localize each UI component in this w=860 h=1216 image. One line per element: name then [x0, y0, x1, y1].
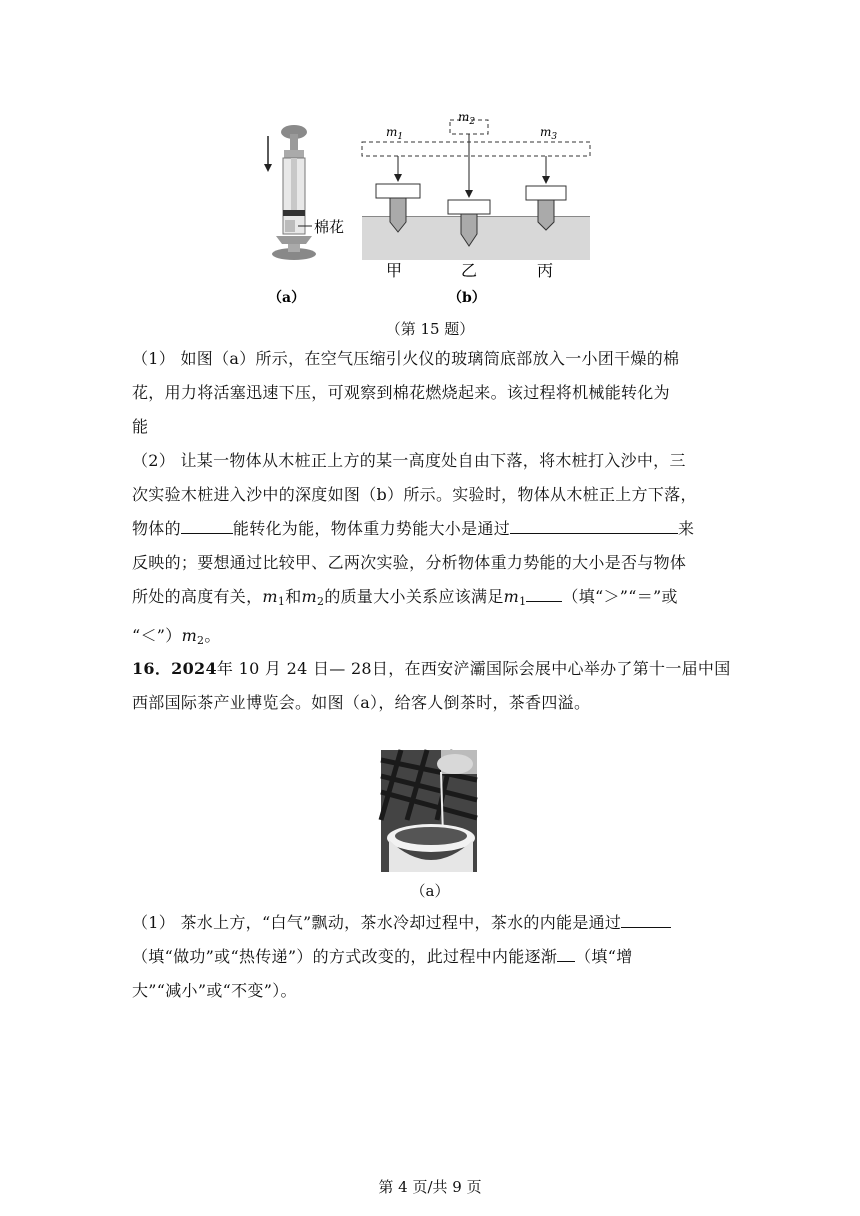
- m2-label: $m_2$: [458, 110, 476, 127]
- answer-blank[interactable]: [526, 583, 562, 602]
- answer-blank[interactable]: [621, 909, 671, 928]
- label-yi: 乙: [461, 261, 478, 280]
- question-16-part1: （1） 茶水上方，“白气”飘动，茶水冷却过程中，茶水的内能是通过 （填“做功”或“热传递”）的方式改变的，此过程中内能逐渐 （填“增 大”“减小”或“不变”）。: [132, 906, 742, 1008]
- label-b: （b）: [448, 290, 486, 306]
- q15-part2-line5: 所处的高度有关，$m_1$和$m_2$的质量大小关系应该满足$m_1$ （填“＞”“＝”或: [132, 580, 732, 619]
- m1-label: $m_1$: [386, 125, 404, 142]
- tea-pouring-photo: [381, 750, 477, 872]
- cotton-label: 棉花: [314, 218, 345, 236]
- figure-15-diagram: [262, 110, 598, 308]
- q15-part2-line4: 反映的；要想通过比较甲、乙两次实验，分析物体重力势能的大小是否与物体: [132, 553, 687, 572]
- q15-part2-line1: （2） 让某一物体从木桩正上方的某一高度处自由下落，将木桩打入沙中，三: [132, 451, 686, 470]
- label-bing: 丙: [537, 261, 554, 280]
- m2-symbol: $m_2$: [181, 626, 205, 647]
- q15-part2-line2: 次实验木桩进入沙中的深度如图（b）所示。实验时，物体从木桩正上方下落，: [132, 485, 697, 504]
- answer-blank[interactable]: [510, 515, 678, 534]
- figure-15-caption: （第 15 题）: [385, 320, 475, 338]
- m2-symbol: $m_2$: [301, 587, 325, 608]
- answer-blank[interactable]: [181, 515, 233, 534]
- q15-part1-line3: 能: [132, 417, 149, 436]
- answer-blank[interactable]: [557, 943, 575, 962]
- q15-part1-line2: 花，用力将活塞迅速下压，可观察到棉花燃烧起来。该过程将机械能转化为: [132, 383, 670, 402]
- tea-photo-caption: （a）: [410, 882, 450, 900]
- fire-syringe-illustration: [264, 125, 316, 260]
- label-a: （a）: [268, 290, 306, 306]
- m1-symbol: $m_1$: [262, 587, 286, 608]
- q15-part1-line1: （1） 如图（a）所示，在空气压缩引火仪的玻璃筒底部放入一小团干燥的棉: [132, 349, 680, 368]
- question-15-body: [132, 342, 732, 658]
- m1-symbol: $m_1$: [503, 587, 527, 608]
- page-footer: 第 4 页/共 9 页: [378, 1178, 482, 1196]
- q15-part2-line3: 物体的 能转化为能，物体重力势能大小是通过 来: [132, 512, 732, 546]
- q15-part2-line6: “$<”)m_2$。: [132, 626, 221, 647]
- label-jia: 甲: [386, 261, 403, 280]
- question-16-intro: 16．2024年 10 月 24 日— 28日，在西安浐灞国际会展中心举办了第十一届中国 西部国际茶产业博览会。如图（a），给客人倒茶时，茶香四溢。: [132, 659, 731, 712]
- m3-label: $m_3$: [540, 125, 558, 142]
